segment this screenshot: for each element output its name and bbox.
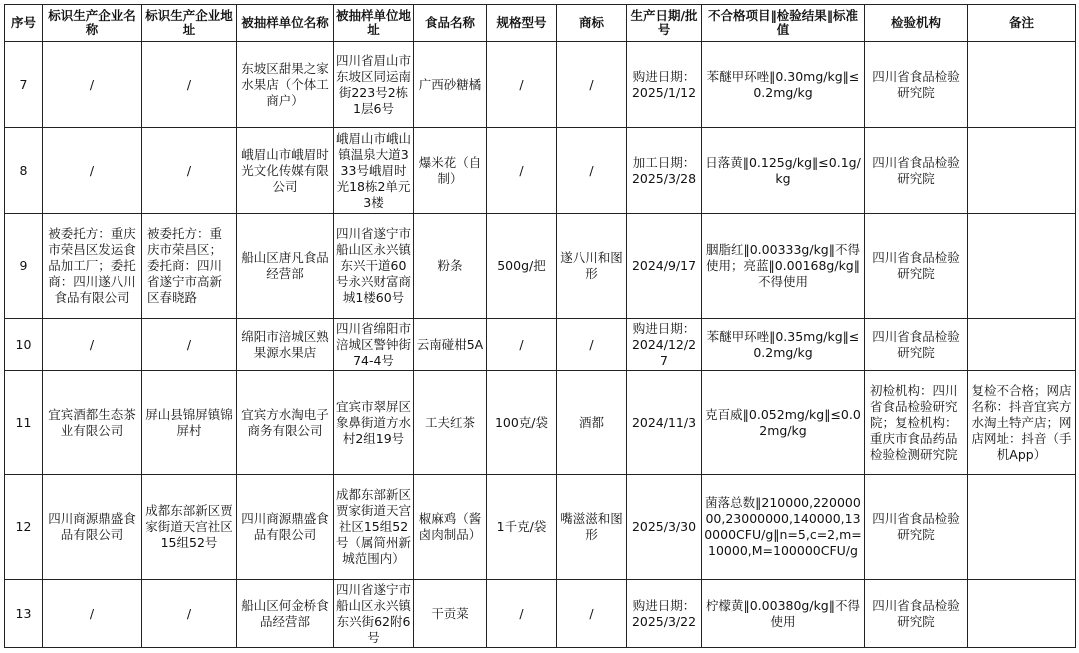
table-cell: 嘴滋滋和图形 (557, 475, 627, 580)
table-cell: 四川省遂宁市船山区永兴镇东兴干道60号永兴财富商城1楼60号 (334, 214, 414, 319)
table-cell (968, 128, 1076, 214)
table-cell: 宜宾方水淘电子商务有限公司 (237, 371, 334, 475)
header-cell: 被抽样单位地址 (334, 5, 414, 42)
header-cell: 食品名称 (414, 5, 487, 42)
table-cell: 10 (5, 319, 43, 371)
table-cell: 东坡区甜果之家水果店（个体工商户） (237, 42, 334, 128)
table-cell: / (142, 580, 237, 648)
table-cell: 2024/9/17 (627, 214, 702, 319)
table-cell: 克百威‖0.052mg/kg‖≤0.02mg/kg (702, 371, 865, 475)
table-cell (968, 319, 1076, 371)
table-cell: 四川省食品检验研究院 (865, 214, 968, 319)
table-cell: 广西砂糖橘 (414, 42, 487, 128)
header-cell: 生产日期/批号 (627, 5, 702, 42)
table-cell: / (487, 580, 557, 648)
table-cell: 1千克/袋 (487, 475, 557, 580)
table-cell (968, 42, 1076, 128)
header-cell: 规格型号 (487, 5, 557, 42)
table-cell: 酒都 (557, 371, 627, 475)
table-cell: 菌落总数‖210000,22000000,23000000,140000,130000CFU/g‖n=5,c=2,m=10000,M=100000CFU/g (702, 475, 865, 580)
table-cell: 宜宾酒都生态茶业有限公司 (43, 371, 142, 475)
table-cell: 四川省食品检验研究院 (865, 128, 968, 214)
table-cell: 12 (5, 475, 43, 580)
table-cell: 爆米花（自制） (414, 128, 487, 214)
table-cell: 9 (5, 214, 43, 319)
table-cell: 宜宾市翠屏区象鼻街道方水村2组19号 (334, 371, 414, 475)
table-cell: / (487, 319, 557, 371)
header-cell: 检验机构 (865, 5, 968, 42)
table-cell: 四川商源鼎盛食品有限公司 (237, 475, 334, 580)
table-cell: 四川省食品检验研究院 (865, 475, 968, 580)
table-cell: / (557, 128, 627, 214)
table-cell: 粉条 (414, 214, 487, 319)
table-cell: 8 (5, 128, 43, 214)
table-cell: / (557, 319, 627, 371)
table-cell: 遂八川和图形 (557, 214, 627, 319)
table-cell: 四川商源鼎盛食品有限公司 (43, 475, 142, 580)
table-cell: 购进日期：2025/1/12 (627, 42, 702, 128)
table-cell: 500g/把 (487, 214, 557, 319)
table-cell: / (43, 128, 142, 214)
table-cell: 绵阳市涪城区熟果源水果店 (237, 319, 334, 371)
table-cell: / (557, 580, 627, 648)
table-cell (968, 580, 1076, 648)
table-row (5, 214, 1076, 319)
header-cell: 序号 (5, 5, 43, 42)
table-cell: 四川省眉山市东坡区同运南街223号2栋1层6号 (334, 42, 414, 128)
table-cell: 苯醚甲环唑‖0.30mg/kg‖≤0.2mg/kg (702, 42, 865, 128)
table-cell: 四川省食品检验研究院 (865, 580, 968, 648)
table-row (5, 475, 1076, 580)
table-cell: 加工日期：2025/3/28 (627, 128, 702, 214)
table-row (5, 319, 1076, 371)
table-cell: / (43, 42, 142, 128)
table-cell: / (557, 42, 627, 128)
header-cell: 商标 (557, 5, 627, 42)
table-cell: 四川省绵阳市涪城区警钟街74-4号 (334, 319, 414, 371)
table-cell: 苯醚甲环唑‖0.35mg/kg‖≤0.2mg/kg (702, 319, 865, 371)
table-cell: 四川省食品检验研究院 (865, 319, 968, 371)
table-cell: 日落黄‖0.125g/kg‖≤0.1g/kg (702, 128, 865, 214)
table-cell (968, 475, 1076, 580)
table-cell: / (43, 319, 142, 371)
table-cell: 13 (5, 580, 43, 648)
header-cell: 不合格项目‖检验结果‖标准值 (702, 5, 865, 42)
table-cell: 峨眉山市峨山镇温泉大道333号峨眉时光18栋2单元3楼 (334, 128, 414, 214)
table-cell: 船山区何金桥食品经营部 (237, 580, 334, 648)
table-cell: 椒麻鸡（酱卤肉制品） (414, 475, 487, 580)
table-cell: 屏山县锦屏镇锦屏村 (142, 371, 237, 475)
header-cell: 标识生产企业地址 (142, 5, 237, 42)
header-cell: 被抽样单位名称 (237, 5, 334, 42)
table-row (5, 128, 1076, 214)
table-cell: 四川省食品检验研究院 (865, 42, 968, 128)
header-cell: 标识生产企业名称 (43, 5, 142, 42)
table-row (5, 371, 1076, 475)
table-cell: 云南碰柑5A (414, 319, 487, 371)
table-cell: 成都东部新区贾家街道天宫社区15组52号 (142, 475, 237, 580)
table-cell: 11 (5, 371, 43, 475)
table-cell: / (142, 319, 237, 371)
table-cell: 柠檬黄‖0.00380g/kg‖不得使用 (702, 580, 865, 648)
table-cell: 船山区唐凡食品经营部 (237, 214, 334, 319)
table-cell: / (487, 42, 557, 128)
table-cell (968, 214, 1076, 319)
table-cell: 7 (5, 42, 43, 128)
table-cell: 峨眉山市峨眉时光文化传媒有限公司 (237, 128, 334, 214)
table-cell: 四川省遂宁市船山区永兴镇东兴街62附6号 (334, 580, 414, 648)
inspection-results-table (4, 4, 1076, 648)
table-cell: 初检机构：四川省食品检验研究院；复检机构：重庆市食品药品检验检测研究院 (865, 371, 968, 475)
table-cell: 工夫红茶 (414, 371, 487, 475)
table-cell: 胭脂红‖0.00333g/kg‖不得使用；亮蓝‖0.00168g/kg‖不得使用 (702, 214, 865, 319)
table-cell: 100克/袋 (487, 371, 557, 475)
table-cell: 2025/3/30 (627, 475, 702, 580)
table-row (5, 42, 1076, 128)
table-cell: 2024/11/3 (627, 371, 702, 475)
table-cell: 干贡菜 (414, 580, 487, 648)
table-cell: 复检不合格；网店名称：抖音宜宾方水淘土特产店；网店网址：抖音（手机App） (968, 371, 1076, 475)
header-cell: 备注 (968, 5, 1076, 42)
header-row (5, 5, 1076, 42)
table-cell: 被委托方：重庆市荣昌区；委托商：四川省遂宁市高新区春晓路 (142, 214, 237, 319)
table-row (5, 580, 1076, 648)
table-cell: 被委托方：重庆市荣昌区发运食品加工厂；委托商：四川遂八川食品有限公司 (43, 214, 142, 319)
table-cell: 购进日期：2024/12/27 (627, 319, 702, 371)
table-cell: 成都东部新区贾家街道天宫社区15组52号（属简州新城范围内） (334, 475, 414, 580)
table-cell: / (142, 128, 237, 214)
table-cell: / (487, 128, 557, 214)
table-cell: 购进日期：2025/3/22 (627, 580, 702, 648)
table-cell: / (43, 580, 142, 648)
table-cell: / (142, 42, 237, 128)
